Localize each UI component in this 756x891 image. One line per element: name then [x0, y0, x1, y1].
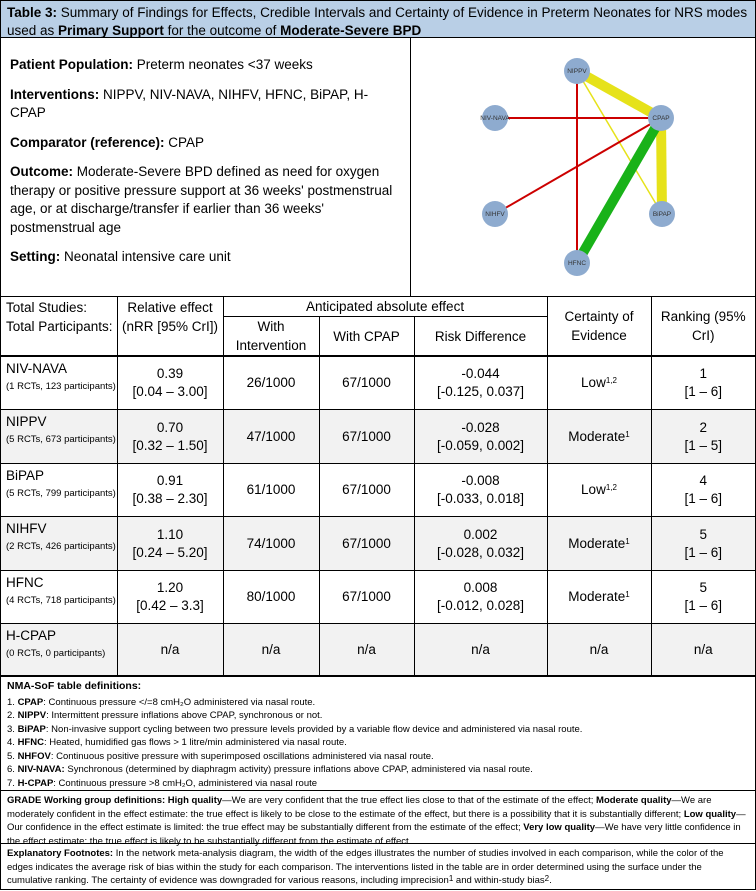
- network-diagram: [411, 38, 755, 296]
- header-risk-difference: Risk Difference: [414, 317, 547, 356]
- cell-risk-difference: -0.028 [-0.059, 0.002]: [414, 410, 547, 464]
- edge-nippv-cpap: [577, 71, 661, 118]
- cell-certainty: Low$^{1,2}$: [547, 357, 651, 410]
- cell-relative-effect: n/a: [117, 624, 223, 676]
- cell-with-cpap: 67/1000: [319, 410, 414, 464]
- cell-certainty: n/a: [547, 624, 651, 676]
- svg-text:NIHFV: NIHFV: [485, 211, 505, 218]
- summary-section: [1, 38, 755, 297]
- cell-certainty: Moderate$^1$: [547, 517, 651, 571]
- cell-relative-effect: 0.39 [0.04 – 3.00]: [117, 357, 223, 410]
- cell-with-intervention: 74/1000: [223, 517, 319, 571]
- node-nihfv: [482, 201, 508, 227]
- row-intervention: HFNC (4 RCTs, 718 participants): [1, 571, 117, 624]
- population-line: Patient Population: Preterm neonates <37 weeks: [10, 57, 313, 72]
- cell-relative-effect: 1.20 [0.42 – 3.3]: [117, 571, 223, 624]
- cell-with-intervention: 47/1000: [223, 410, 319, 464]
- cell-risk-difference: -0.044 [-0.125, 0.037]: [414, 357, 547, 410]
- svg-text:NIV-NAVA: NIV-NAVA: [480, 115, 510, 122]
- definitions-section: [1, 676, 755, 790]
- header-total: Total Studies: Total Participants:: [1, 297, 117, 356]
- table-row: [1, 517, 755, 571]
- cell-ranking: n/a: [651, 624, 755, 676]
- cell-risk-difference: -0.008 [-0.033, 0.018]: [414, 464, 547, 517]
- definition-item: 2. NIPPV: Intermittent pressure inflations above CPAP, synchronous or not.: [7, 710, 323, 721]
- definition-item: 6. NIV-NAVA: Synchronous (determined by diaphragm activity) pressure inflations above CPAP, administered via nasal route.: [7, 764, 533, 775]
- table-title: Table 3: Summary of Findings for Effects, Credible Intervals and Certainty of Evidence in Preterm Neonates for NRS modes used as Primary Support for the outcome of Moderate-Severe BPD: [1, 1, 755, 38]
- row-intervention: BiPAP (5 RCTs, 799 participants): [1, 464, 117, 517]
- definition-item: 5. NHFOV: Continuous positive pressure with superimposed oscillations administered via nasal route.: [7, 750, 434, 762]
- row-intervention: NIHFV (2 RCTs, 426 participants): [1, 517, 117, 571]
- cell-ranking: 1 [1 – 6]: [651, 357, 755, 410]
- cell-with-cpap: 67/1000: [319, 464, 414, 517]
- header-relative-effect: Relative effect (nRR [95% CrI]): [117, 297, 223, 356]
- outcome-line: Outcome: Moderate-Severe BPD defined as need for oxygen therapy or positive pressure support at 36 weeks' postmenstrual age, or at discharge/transfer if earlier than 36 weeks' postmenstrual age: [10, 164, 393, 235]
- node-hfnc: [564, 250, 590, 276]
- setting-line: Setting: Neonatal intensive care unit: [10, 249, 231, 264]
- cell-risk-difference: 0.002 [-0.028, 0.032]: [414, 517, 547, 571]
- cell-ranking: 5 [1 – 6]: [651, 571, 755, 624]
- definition-item: 7. H-CPAP: Continuous pressure >8 cmH₂O, administered via nasal route: [7, 777, 318, 789]
- table-row: [1, 464, 755, 517]
- node-bipap: [649, 201, 675, 227]
- cell-with-intervention: n/a: [223, 624, 319, 676]
- cell-certainty: Low$^{1,2}$: [547, 464, 651, 517]
- header-certainty: Certainty of Evidence: [547, 297, 651, 356]
- cell-with-cpap: 67/1000: [319, 357, 414, 410]
- cell-certainty: Moderate$^1$: [547, 571, 651, 624]
- header-ranking: Ranking (95% CrI): [651, 297, 755, 356]
- cell-ranking: 5 [1 – 6]: [651, 517, 755, 571]
- cell-risk-difference: 0.008 [-0.012, 0.028]: [414, 571, 547, 624]
- edge-cpap-bipap: [661, 118, 662, 214]
- header-with-intervention: With Intervention: [223, 317, 319, 356]
- cell-relative-effect: 0.91 [0.38 – 2.30]: [117, 464, 223, 517]
- grade-definitions: GRADE Working group definitions: High quality—We are very confident that the true effect lies close to that of the estimate of the effect; Moderate quality—We are moderately confident in the effect estimate: the true effect is likely to be close to the estimate of the effect, but there is a possibility that it is substantially different; Low quality—Our confidence in the effect estimate is limited: the true effect may be substantially different from the estimate of the effect; Very low quality—We have very little confidence in the effect estimate: the true effect is likely to be substantially different from the estimate of effect: [1, 790, 755, 843]
- svg-text:NIPPV: NIPPV: [567, 68, 587, 75]
- findings-table: [1, 297, 755, 356]
- summary-panel: [1, 38, 411, 296]
- interventions-line: Interventions: NIPPV, NIV-NAVA, NIHFV, HFNC, BiPAP, H-CPAP: [10, 86, 369, 120]
- table-row: [1, 357, 755, 410]
- row-intervention: NIV-NAVA (1 RCTs, 123 participants): [1, 357, 117, 410]
- cell-with-intervention: 80/1000: [223, 571, 319, 624]
- findings-table-body: [1, 356, 755, 676]
- cell-with-cpap: n/a: [319, 624, 414, 676]
- definitions-heading: NMA-SoF table definitions:: [7, 680, 142, 692]
- cell-ranking: 4 [1 – 6]: [651, 464, 755, 517]
- cell-certainty: Moderate$^1$: [547, 410, 651, 464]
- definition-item: 3. BiPAP: Non-invasive support cycling between two pressure levels provided by a variable flow device and administered via nasal route.: [7, 723, 583, 735]
- cell-with-cpap: 67/1000: [319, 571, 414, 624]
- definitions-list: [7, 696, 749, 791]
- cell-with-intervention: 26/1000: [223, 357, 319, 410]
- table-row: [1, 410, 755, 464]
- cell-risk-difference: n/a: [414, 624, 547, 676]
- explanatory-footnotes: Explanatory Footnotes: In the network meta-analysis diagram, the width of the edges illustrates the number of studies involved in each comparison, while the color of the edges indicates the average risk of bias within the study for each comparison. The interventions listed in the table are in order determined using the surface under the cumulative ranking. The certainty of evidence was downgraded for various reasons, including imprecision$^1$ and within-study bias$^2$.: [1, 843, 755, 891]
- table-row: [1, 571, 755, 624]
- table-row: [1, 624, 755, 676]
- definition-item: 4. HFNC: Heated, humidified gas flows > 1 litre/min administered via nasal route.: [7, 737, 347, 748]
- table-number: Table 3:: [7, 5, 58, 20]
- svg-text:BiPAP: BiPAP: [652, 211, 672, 218]
- node-niv-nava: [480, 105, 510, 131]
- comparator-line: Comparator (reference): CPAP: [10, 134, 205, 150]
- definition-item: 1. CPAP: Continuous pressure </=8 cmH₂O administered via nasal route.: [7, 696, 316, 708]
- cell-relative-effect: 1.10 [0.24 – 5.20]: [117, 517, 223, 571]
- cell-ranking: 2 [1 – 5]: [651, 410, 755, 464]
- svg-text:HFNC: HFNC: [567, 260, 587, 267]
- cell-with-intervention: 61/1000: [223, 464, 319, 517]
- svg-text:CPAP: CPAP: [652, 115, 670, 122]
- cell-with-cpap: 67/1000: [319, 517, 414, 571]
- network-graph: [411, 38, 754, 296]
- cell-relative-effect: 0.70 [0.32 – 1.50]: [117, 410, 223, 464]
- row-intervention: NIPPV (5 RCTs, 673 participants): [1, 410, 117, 464]
- header-anticipated: Anticipated absolute effect: [223, 297, 547, 317]
- node-cpap: [648, 105, 674, 131]
- header-with-cpap: With CPAP: [319, 317, 414, 356]
- row-intervention: H-CPAP (0 RCTs, 0 participants): [1, 624, 117, 676]
- node-nippv: [564, 58, 590, 84]
